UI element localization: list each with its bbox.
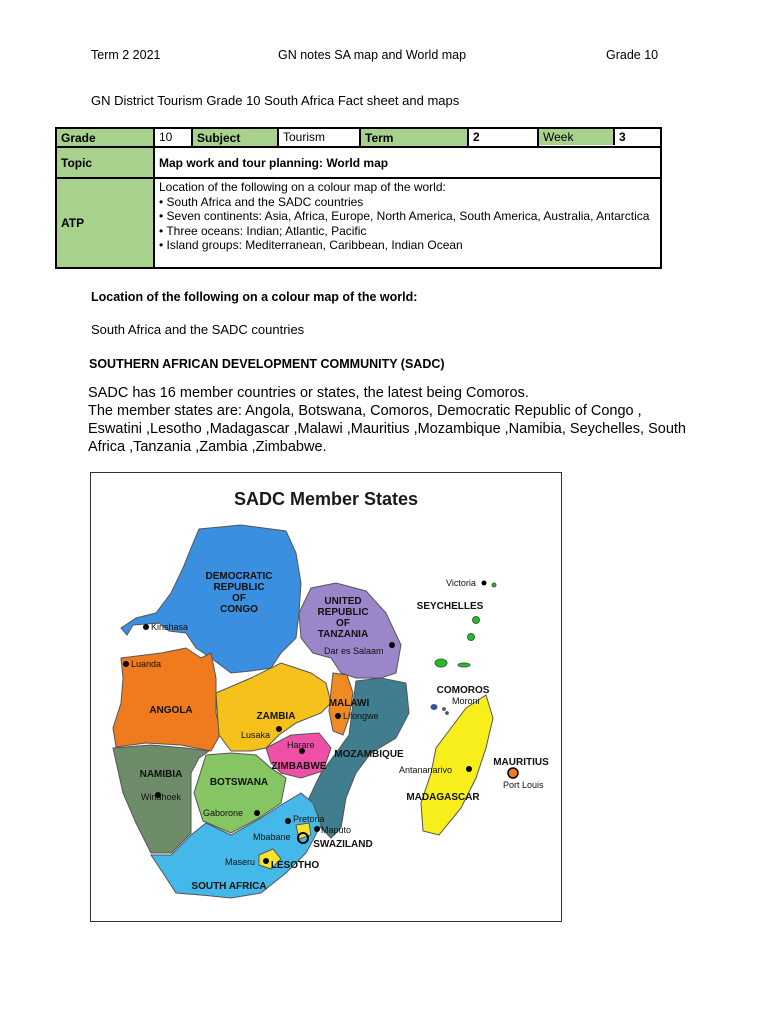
- term-label: Term: [360, 128, 468, 147]
- mauritius-label: MAURITIUS: [493, 757, 549, 768]
- seychelles-island: [473, 617, 480, 624]
- windhoek-label: Windhoek: [141, 792, 182, 802]
- sadc-map: [90, 472, 562, 922]
- tanzania-label-1: UNITED: [324, 596, 362, 607]
- week-cell: [538, 128, 661, 147]
- moroni-label: Moroni: [452, 696, 480, 706]
- comoros-island: [431, 705, 437, 710]
- capital-dot: [276, 726, 282, 732]
- week-value: 3: [619, 130, 626, 144]
- comoros-islands: [431, 705, 448, 715]
- mbabane-label: Mbabane: [253, 832, 291, 842]
- south-africa-label: SOUTH AFRICA: [191, 881, 267, 892]
- drc-label-3: OF: [232, 593, 246, 604]
- tanzania-label-2: REPUBLIC: [317, 607, 369, 618]
- tanzania-label-3: OF: [336, 618, 350, 629]
- week-label: Week: [539, 129, 615, 145]
- namibia-label: NAMIBIA: [139, 769, 183, 780]
- tanzania-label-4: TANZANIA: [317, 629, 369, 640]
- atp-item: • Three oceans: Indian; Atlantic, Pacific: [159, 223, 367, 238]
- capital-dot: [263, 858, 269, 864]
- atp-item: • South Africa and the SADC countries: [159, 194, 364, 209]
- comoros-label: COMOROS: [436, 685, 490, 696]
- sadc-para-1: SADC has 16 member countries or states, the latest being Comoros.: [88, 385, 529, 401]
- angola-label: ANGOLA: [149, 705, 193, 716]
- swaziland-label: SWAZILAND: [313, 839, 373, 850]
- capital-dot: [314, 826, 320, 832]
- maseru-label: Maseru: [225, 857, 256, 867]
- seychelles-label: SEYCHELLES: [416, 601, 484, 612]
- capital-dot: [482, 581, 487, 586]
- sadc-map-svg: [91, 473, 561, 921]
- capital-dot: [508, 768, 518, 778]
- capital-dot: [123, 661, 129, 667]
- maputo-label: Maputo: [321, 825, 352, 835]
- mozambique-label: MOZAMBIQUE: [334, 749, 404, 760]
- map-title: SADC Member States: [233, 489, 419, 509]
- sadc-heading: SOUTHERN AFRICAN DEVELOPMENT COMMUNITY (SADC): [89, 357, 445, 371]
- sadc-paragraph: [88, 384, 688, 456]
- topic-label: Topic: [56, 147, 154, 178]
- lusaka-label: Lusaka: [241, 730, 271, 740]
- header-doc-name: GN notes SA map and World map: [278, 48, 467, 62]
- atp-item: • Island groups: Mediterranean, Caribbean, Indian Ocean: [159, 238, 463, 252]
- location-heading: Location of the following on a colour map of the world:: [91, 290, 418, 304]
- atp-item: • Seven continents: Asia, Africa, Europe, North America, South America, Australia, Antarctica: [159, 209, 650, 223]
- capital-dot: [254, 810, 260, 816]
- drc-shape: [121, 525, 301, 673]
- zambia-label: ZAMBIA: [256, 711, 296, 722]
- port-louis-label: Port Louis: [503, 780, 544, 790]
- comoros-island: [443, 708, 446, 711]
- seychelles-island: [435, 659, 447, 667]
- atp-content: [154, 178, 661, 268]
- malawi-label: MALAWI: [328, 698, 370, 709]
- capital-dot: [335, 713, 341, 719]
- subject-label: Subject: [192, 128, 278, 147]
- header-term: Term 2 2021: [91, 48, 161, 62]
- luanda-label: Luanda: [131, 659, 162, 669]
- harare-label: Harare: [287, 740, 315, 750]
- drc-label-1: DEMOCRATIC: [205, 571, 273, 582]
- angola-shape: [113, 648, 221, 751]
- capital-dot: [285, 818, 291, 824]
- zimbabwe-label: ZIMBABWE: [271, 761, 327, 772]
- madagascar-label: MADAGASCAR: [406, 792, 480, 803]
- gaborone-label: Gaborone: [203, 808, 244, 818]
- seychelles-islands: [435, 583, 496, 667]
- capital-dot: [466, 766, 472, 772]
- atp-label: ATP: [56, 178, 154, 268]
- victoria-label: Victoria: [446, 578, 476, 588]
- comoros-island: [446, 712, 449, 715]
- grade-label: Grade: [56, 128, 154, 147]
- term-value: 2: [468, 128, 538, 147]
- topic-value: Map work and tour planning: World map: [154, 147, 661, 178]
- seychelles-island: [492, 583, 496, 587]
- seychelles-island: [468, 634, 475, 641]
- grade-value: 10: [154, 128, 192, 147]
- document-title: GN District Tourism Grade 10 South Africa Fact sheet and maps: [91, 93, 460, 108]
- subject-value: Tourism: [278, 128, 360, 147]
- capital-dot: [143, 624, 149, 630]
- lilongwe-label: Lilongwe: [343, 711, 379, 721]
- atp-heading: Location of the following on a colour map of the world:: [159, 180, 446, 194]
- capital-dot: [389, 642, 395, 648]
- pretoria-label: Pretoria: [293, 814, 325, 824]
- kinshasa-label: Kinshasa: [151, 622, 189, 632]
- seychelles-island: [458, 663, 470, 667]
- sadc-para-2: The member states are: Angola, Botswana, Comoros, Democratic Republic of Congo , Eswatini ,Lesotho ,Madagascar ,Malawi ,Mauritius ,Mozambique ,Namibia, Seychelles, South Africa ,Tanzania ,Zambia ,Zimbabwe.: [88, 403, 686, 455]
- drc-label-4: CONGO: [220, 604, 258, 615]
- dar-es-salaam-label: Dar es Salaam: [324, 646, 384, 656]
- drc-label-2: REPUBLIC: [213, 582, 265, 593]
- lesotho-label: LESOTHO: [270, 860, 320, 871]
- botswana-label: BOTSWANA: [209, 777, 269, 788]
- header-grade: Grade 10: [606, 48, 659, 62]
- antananarivo-label: Antananarivo: [399, 765, 453, 775]
- info-table: [55, 127, 662, 269]
- location-subline: South Africa and the SADC countries: [91, 322, 305, 337]
